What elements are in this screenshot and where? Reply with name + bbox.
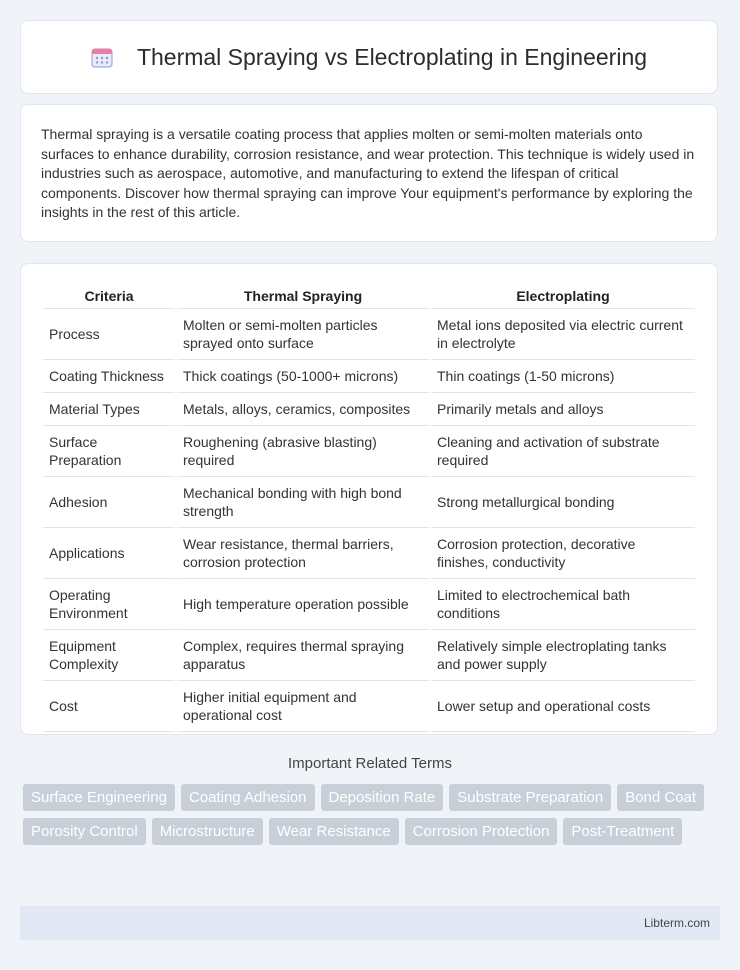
page-title: Thermal Spraying vs Electroplating in Engineering [136, 43, 648, 70]
table-cell: Strong metallurgical bonding [431, 477, 695, 528]
calendar-icon [91, 46, 113, 68]
table-header-row [43, 284, 695, 309]
table-cell: Relatively simple electroplating tanks and power supply [431, 630, 695, 681]
table-row [43, 360, 695, 393]
table-cell: Higher initial equipment and operational cost [177, 681, 429, 732]
table-cell: Wear resistance, thermal barriers, corrosion protection [177, 528, 429, 579]
table-row [43, 681, 695, 732]
column-header: Electroplating [431, 284, 695, 309]
related-term-tag[interactable]: Bond Coat [617, 784, 704, 811]
table-cell: Process [43, 309, 175, 360]
table-cell: Cleaning and activation of substrate required [431, 426, 695, 477]
table-cell: Corrosion protection, decorative finishes, conductivity [431, 528, 695, 579]
table-cell: Cost [43, 681, 175, 732]
comparison-table [41, 284, 697, 732]
table-row [43, 309, 695, 360]
table-row [43, 393, 695, 426]
intro-card [20, 104, 718, 242]
related-term-tag[interactable]: Surface Engineering [23, 784, 175, 811]
intro-text: Thermal spraying is a versatile coating process that applies molten or semi-molten materials onto surfaces to enhance durability, corrosion resistance, and wear protection. This technique is widely used in industries such as aerospace, automotive, and manufacturing to extend the lifespan of critical components. Discover how thermal spraying can improve Your equipment's performance by exploring the insights in the rest of this article. [41, 126, 695, 221]
header-card [20, 20, 718, 94]
table-row [43, 630, 695, 681]
table-cell: Primarily metals and alloys [431, 393, 695, 426]
related-terms [20, 755, 720, 845]
table-cell: Metals, alloys, ceramics, composites [177, 393, 429, 426]
table-row [43, 579, 695, 630]
table-cell: Mechanical bonding with high bond strength [177, 477, 429, 528]
table-cell: Material Types [43, 393, 175, 426]
related-term-tag[interactable]: Deposition Rate [321, 784, 444, 811]
related-term-tag[interactable]: Corrosion Protection [405, 818, 558, 845]
related-term-tag[interactable]: Coating Adhesion [181, 784, 315, 811]
table-cell: Thick coatings (50-1000+ microns) [177, 360, 429, 393]
table-cell: Roughening (abrasive blasting) required [177, 426, 429, 477]
table-cell: Coating Thickness [43, 360, 175, 393]
table-cell: High temperature operation possible [177, 579, 429, 630]
related-term-tag[interactable]: Porosity Control [23, 818, 146, 845]
table-cell: Complex, requires thermal spraying apparatus [177, 630, 429, 681]
table-cell: Limited to electrochemical bath conditions [431, 579, 695, 630]
related-term-tag[interactable]: Wear Resistance [269, 818, 399, 845]
table-cell: Thin coatings (1-50 microns) [431, 360, 695, 393]
related-term-tag[interactable]: Microstructure [152, 818, 263, 845]
table-cell: Adhesion [43, 477, 175, 528]
table-row [43, 426, 695, 477]
table-row [43, 477, 695, 528]
table-cell: Metal ions deposited via electric current in electrolyte [431, 309, 695, 360]
footer [20, 906, 720, 940]
table-cell: Molten or semi-molten particles sprayed onto surface [177, 309, 429, 360]
table-row [43, 528, 695, 579]
table-cell: Equipment Complexity [43, 630, 175, 681]
related-term-tag[interactable]: Post-Treatment [563, 818, 682, 845]
related-terms-title: Important Related Terms [288, 755, 452, 772]
table-cell: Operating Environment [43, 579, 175, 630]
table-cell: Applications [43, 528, 175, 579]
column-header: Thermal Spraying [177, 284, 429, 309]
footer-brand[interactable]: Libterm.com [643, 916, 710, 930]
table-cell: Lower setup and operational costs [431, 681, 695, 732]
tag-list [20, 784, 720, 845]
table-cell: Surface Preparation [43, 426, 175, 477]
related-term-tag[interactable]: Substrate Preparation [449, 784, 611, 811]
column-header: Criteria [43, 284, 175, 309]
comparison-card [20, 263, 718, 735]
